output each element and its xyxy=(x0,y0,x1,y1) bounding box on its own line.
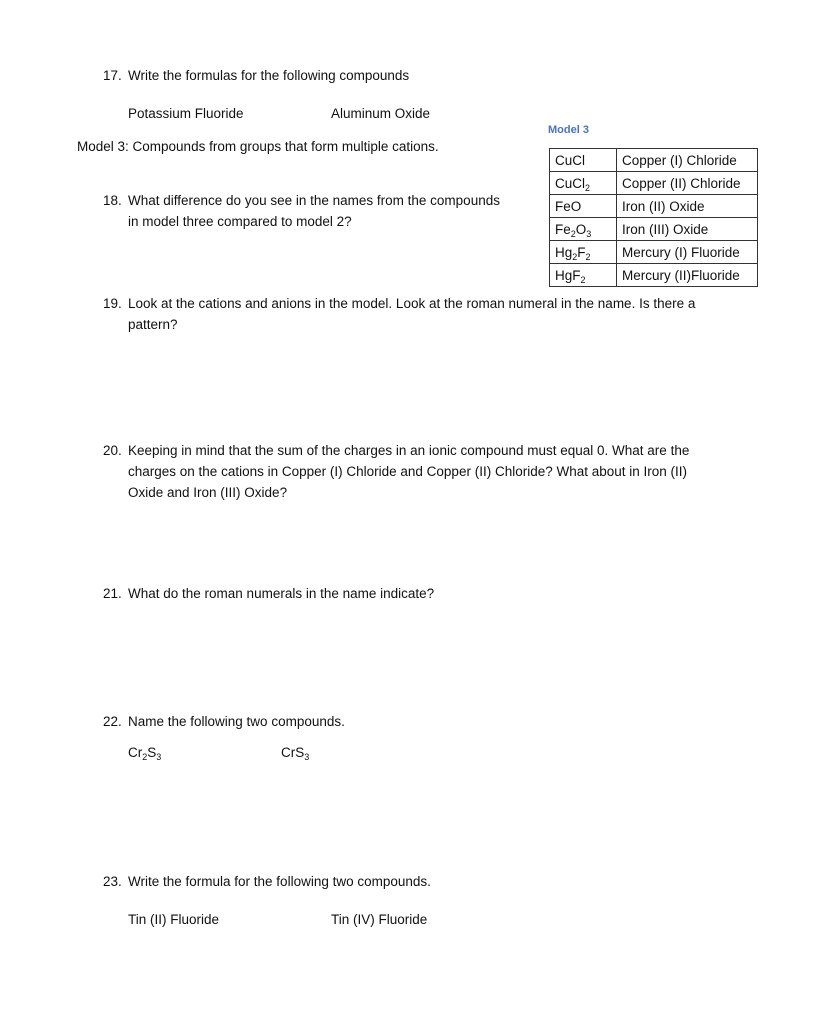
compound-name-cell: Iron (III) Oxide xyxy=(617,218,758,241)
question-text-line: pattern? xyxy=(128,317,178,332)
compound-name-cell: Mercury (II)Fluoride xyxy=(617,264,758,287)
formula-cell: HgF$_2$ xyxy=(550,264,617,287)
question-19 xyxy=(103,293,695,335)
compound-formula-2: CrS$_3$ xyxy=(281,745,310,762)
question-22 xyxy=(103,711,345,732)
model-row xyxy=(550,264,758,287)
compound-name-cell: Mercury (I) Fluoride xyxy=(617,241,758,264)
formula-cell: $Hg_2F_2$ xyxy=(550,241,617,264)
model-heading: Model 3: Compounds from groups that form multiple cations. xyxy=(77,139,439,154)
compound-name-cell: Iron (II) Oxide xyxy=(617,195,758,218)
question-text-line: in model three compared to model 2? xyxy=(128,214,352,229)
question-number: 18. xyxy=(103,193,122,208)
question-17 xyxy=(103,65,409,86)
question-text-line: charges on the cations in Copper (I) Chloride and Copper (II) Chloride? What about in Iron (II) xyxy=(128,464,688,479)
formula-cell: CuCl xyxy=(550,149,617,172)
question-text: Name the following two compounds. xyxy=(128,714,345,729)
compound-tin-iv-fluoride: Tin (IV) Fluoride xyxy=(331,912,428,927)
compound-tin-ii-fluoride: Tin (II) Fluoride xyxy=(128,912,220,927)
compound-name-cell: Copper (II) Chloride xyxy=(617,172,758,195)
formula-cell: FeO xyxy=(550,195,617,218)
question-text: What do the roman numerals in the name indicate? xyxy=(128,586,435,601)
formula-cell: $Fe_2O_3$ xyxy=(550,218,617,241)
formula-cell: CuCl$_2$ xyxy=(550,172,617,195)
compound-name-cell: Copper (I) Chloride xyxy=(617,149,758,172)
model-row xyxy=(550,218,758,241)
question-18 xyxy=(103,190,500,232)
compound-formula-1: $Cr_2S_3$ xyxy=(128,745,162,762)
question-text-line: Oxide and Iron (III) Oxide? xyxy=(128,485,288,500)
question-number: 21. xyxy=(103,586,122,601)
question-text: Write the formulas for the following compounds xyxy=(128,68,410,83)
question-23 xyxy=(103,871,431,892)
question-number: 23. xyxy=(103,874,122,889)
question-text: Write the formula for the following two compounds. xyxy=(128,874,431,889)
question-number: 17. xyxy=(103,68,122,83)
model-row xyxy=(550,195,758,218)
model-row xyxy=(550,149,758,172)
question-21 xyxy=(103,583,434,604)
model-row xyxy=(550,241,758,264)
model-table xyxy=(549,148,758,287)
question-text-line: Look at the cations and anions in the model. Look at the roman numeral in the name. Is there a xyxy=(128,296,696,311)
question-text-line: What difference do you see in the names from the compounds xyxy=(128,193,500,208)
question-number: 22. xyxy=(103,714,122,729)
compound-potassium-fluoride: Potassium Fluoride xyxy=(128,106,244,121)
model-caption: Model 3 xyxy=(548,124,589,136)
compound-aluminum-oxide: Aluminum Oxide xyxy=(331,106,431,121)
question-text-line: Keeping in mind that the sum of the charges in an ionic compound must equal 0. What are the xyxy=(128,443,690,458)
question-20 xyxy=(103,440,689,503)
question-number: 19. xyxy=(103,296,122,311)
model-row xyxy=(550,172,758,195)
question-number: 20. xyxy=(103,443,122,458)
